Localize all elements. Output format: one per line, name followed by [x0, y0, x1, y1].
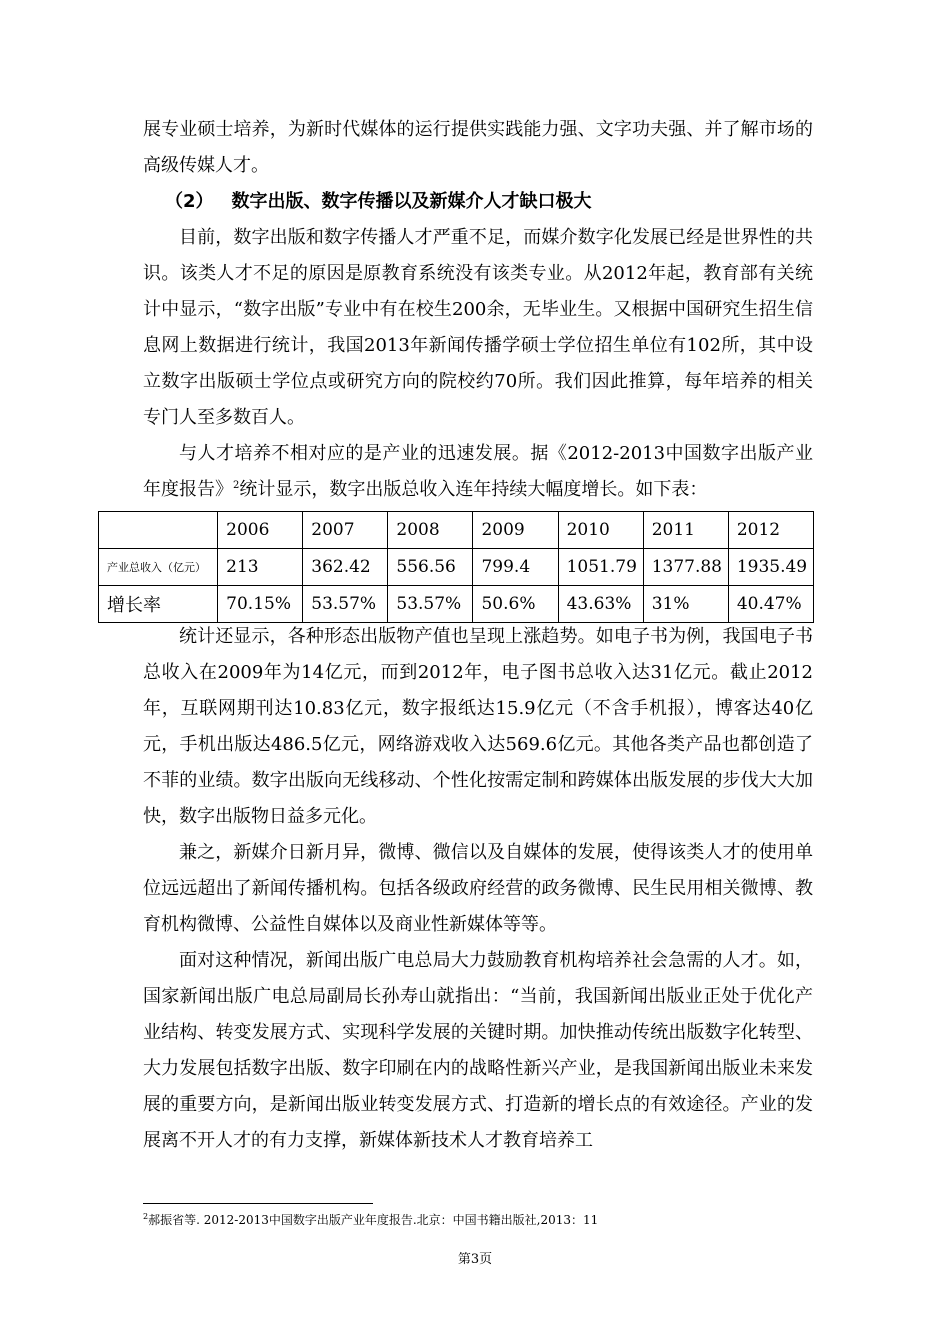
table-cell: 2012 — [728, 512, 813, 549]
revenue-table — [98, 511, 814, 623]
table-cell: 2006 — [218, 512, 303, 549]
row-label: 增长率 — [99, 586, 218, 623]
table-cell: 31% — [643, 586, 728, 623]
table-cell: 556.56 — [388, 549, 473, 586]
table-cell: 70.15% — [218, 586, 303, 623]
paragraph-with-citation — [143, 436, 813, 508]
table-cell: 40.47% — [728, 586, 813, 623]
table-cell: 213 — [218, 549, 303, 586]
body-text-top — [143, 112, 813, 508]
table-cell: 362.42 — [303, 549, 388, 586]
row-label: 产业总收入（亿元） — [99, 549, 218, 586]
table-cell: 1377.88 — [643, 549, 728, 586]
heading-text: 数字出版、数字传播以及新媒介人才缺口极大 — [231, 191, 592, 212]
paragraph: 统计还显示，各种形态出版物产值也呈现上涨趋势。如电子书为例，我国电子书总收入在2009年为14亿元，而到2012年，电子图书总收入达31亿元。截止2012年，互联网期刊达10.83亿元，数字报纸达15.9亿元（不含手机报），博客达40亿元，手机出版达486.5亿元，网络游戏收入达569.6亿元。其他各类产品也都创造了不菲的业绩。数字出版向无线移动、个性化按需定制和跨媒体出版发展的步伐大大加快，数字出版物日益多元化。 — [143, 626, 813, 827]
paragraph: 面对这种情况，新闻出版广电总局大力鼓励教育机构培养社会急需的人才。如，国家新闻出版广电总局副局长孙寿山就指出：“当前，我国新闻出版业正处于优化产业结构、转变发展方式、实现科学发展的关键时期。加快推动传统出版数字化转型、大力发展包括数字出版、数字印刷在内的战略性新兴产业，是我国新闻出版业未来发展的重要方向，是新闻出版业转变发展方式、打造新的增长点的有效途径。产业的发展离不开人才的有力支撑，新媒体新技术人才教育培养工 — [143, 950, 813, 1151]
heading-number: （2） — [165, 191, 214, 212]
table-cell: 799.4 — [473, 549, 558, 586]
table-cell: 53.57% — [303, 586, 388, 623]
footnote-marker: 2 — [143, 1212, 149, 1221]
page-number: 第3页 — [457, 1252, 493, 1267]
paragraph-continuation: 展专业硕士培养，为新时代媒体的运行提供实践能力强、文字功夫强、并了解市场的高级传媒人才。 — [143, 119, 813, 176]
table-cell: 1935.49 — [728, 549, 813, 586]
paragraph-text: 与人才培养不相对应的是产业的迅速发展。据《2012-2013中国数字出版产业年度报告》 — [143, 443, 813, 500]
table-cell: 43.63% — [558, 586, 643, 623]
table-cell: 53.57% — [388, 586, 473, 623]
body-text-bottom — [143, 619, 813, 1159]
table-cell — [99, 512, 218, 549]
table-cell: 50.6% — [473, 586, 558, 623]
table-cell: 2010 — [558, 512, 643, 549]
section-heading — [143, 184, 813, 220]
footnote-divider — [143, 1203, 373, 1204]
table-cell: 1051.79 — [558, 549, 643, 586]
table-row-revenue — [99, 549, 814, 586]
footnote — [143, 1212, 598, 1228]
table-cell: 2011 — [643, 512, 728, 549]
table-header-row — [99, 512, 814, 549]
paragraph: 兼之，新媒介日新月异，微博、微信以及自媒体的发展，使得该类人才的使用单位远远超出了新闻传播机构。包括各级政府经营的政务微博、民生民用相关微博、教育机构微博、公益性自媒体以及商业性新媒体等等。 — [143, 842, 813, 935]
table-cell: 2008 — [388, 512, 473, 549]
paragraph: 目前，数字出版和数字传播人才严重不足，而媒介数字化发展已经是世界性的共识。该类人才不足的原因是原教育系统没有该类专业。从2012年起，教育部有关统计中显示，“数字出版”专业中有在校生200余，无毕业生。又根据中国研究生招生信息网上数据进行统计，我国2013年新闻传播学硕士学位招生单位有102所，其中设立数字出版硕士学位点或研究方向的院校约70所。我们因此推算，每年培养的相关专门人至多数百人。 — [143, 227, 813, 428]
table-cell: 2007 — [303, 512, 388, 549]
paragraph-text-tail: 统计显示，数字出版总收入连年持续大幅度增长。如下表： — [239, 479, 708, 500]
footnote-text: 郝振省等. 2012-2013中国数字出版产业年度报告.北京：中国书籍出版社,2013：11 — [148, 1213, 599, 1227]
citation-marker[interactable]: 2 — [233, 480, 240, 491]
table-row-growth — [99, 586, 814, 623]
table-cell: 2009 — [473, 512, 558, 549]
